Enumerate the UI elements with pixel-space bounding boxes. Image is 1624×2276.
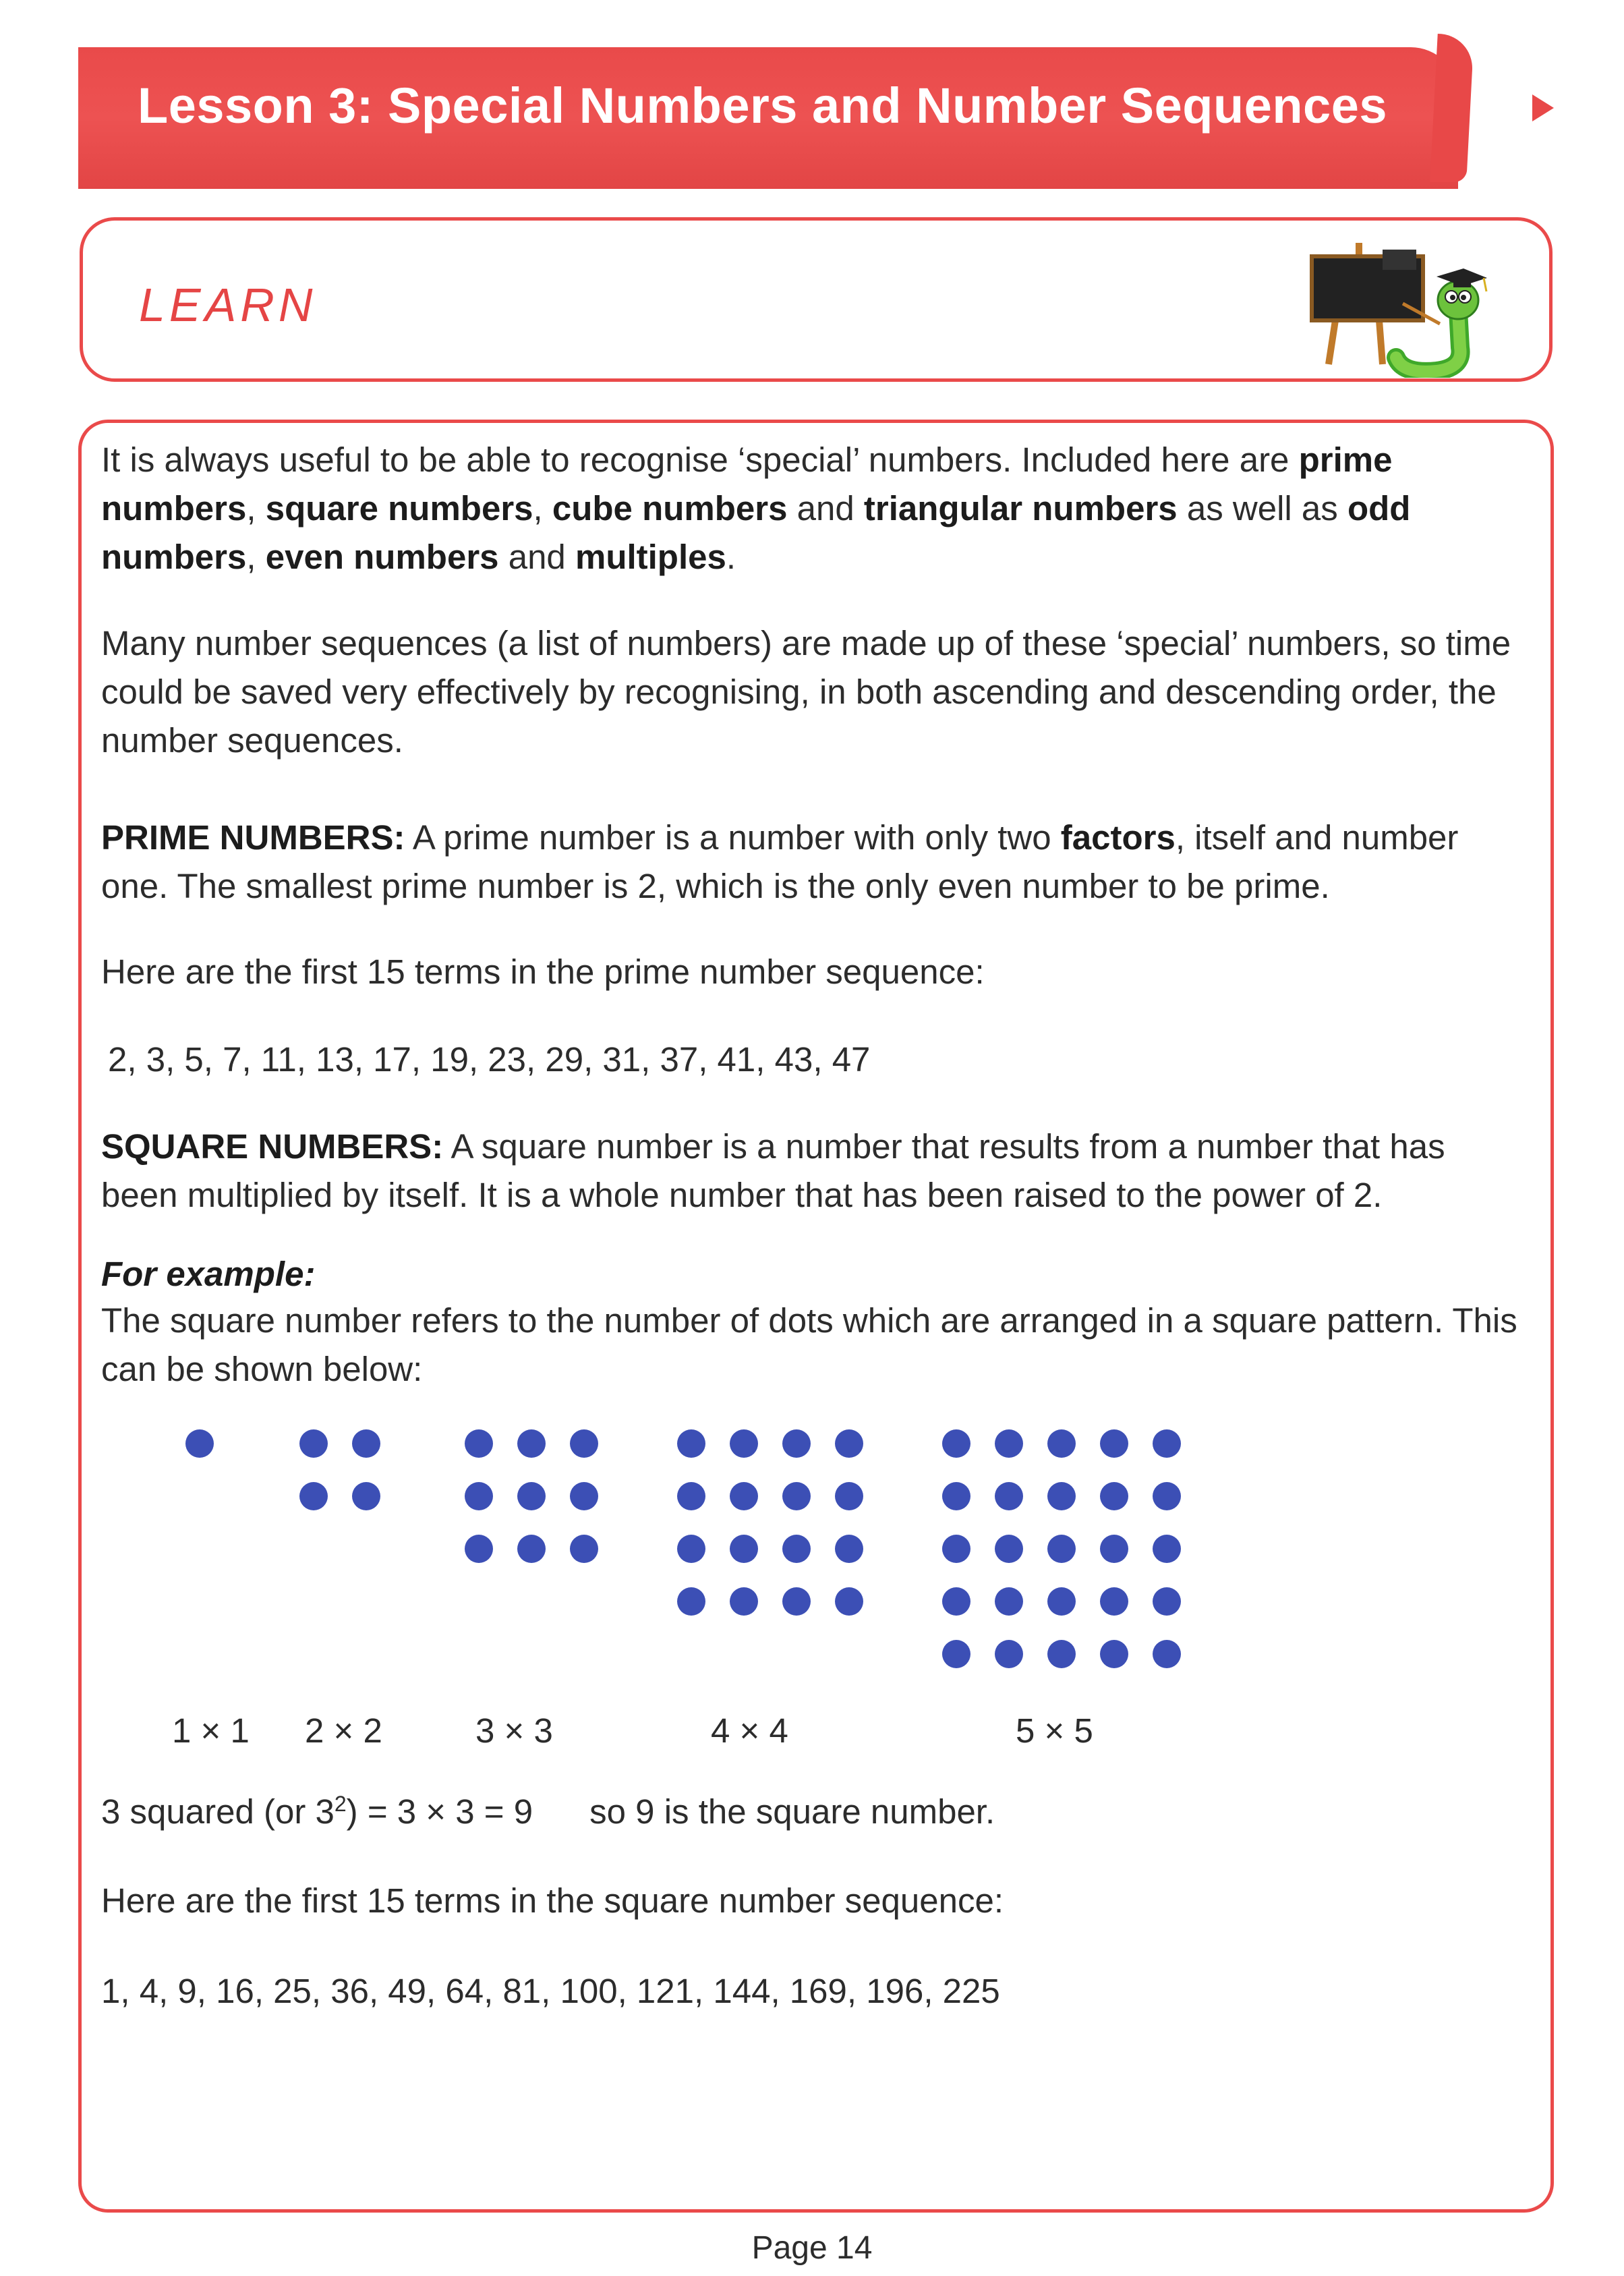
dot [1153,1482,1181,1510]
prime-heading: PRIME NUMBERS: [101,818,405,857]
example-heading: For example: [101,1255,316,1293]
dot [782,1587,811,1616]
dot [942,1640,970,1668]
dot [1100,1640,1128,1668]
dot [995,1429,1023,1458]
dot [835,1535,863,1563]
dot [299,1482,328,1510]
dot [730,1482,758,1510]
dot-grid-1 [185,1429,214,1458]
dot [995,1587,1023,1616]
intro-text: and [498,538,575,576]
dot [782,1482,811,1510]
dot [1100,1429,1128,1458]
dot [1100,1482,1128,1510]
dot [465,1535,493,1563]
square-sequence: 1, 4, 9, 16, 25, 36, 49, 64, 81, 100, 121, 144, 169, 196, 225 [101,1972,1000,2010]
intro-text: , [533,489,552,528]
lesson-title: Lesson 3: Special Numbers and Number Sequences [138,78,1388,134]
intro-text: , [246,489,266,528]
intro-text: It is always useful to be able to recognise ‘special’ numbers. Included here are [101,440,1299,479]
grid-label-1: 1 × 1 [172,1711,250,1750]
prime-desc-a: A prime number is a number with only two [405,818,1061,857]
grid-label-5: 5 × 5 [1016,1711,1093,1750]
dot [1153,1587,1181,1616]
dot [517,1535,546,1563]
dot [782,1535,811,1563]
dot [995,1482,1023,1510]
square-formula: 3 squared (or $3^2) = 3 \times 3 = 9$ so 9 is the square number. [101,1792,995,1831]
dot [942,1482,970,1510]
prime-intro: Here are the first 15 terms in the prime number sequence: [101,952,985,991]
prime-desc-b: , itself and number one. The smallest prime number is 2, which is the only even number to be prime. [101,818,1459,905]
dot [942,1429,970,1458]
intro-text: . [726,538,736,576]
dot-grid-2 [299,1429,380,1510]
dot [730,1587,758,1616]
dot-grid-4 [677,1429,863,1616]
dot [782,1429,811,1458]
dot [517,1482,546,1510]
dot [1153,1535,1181,1563]
dot [1047,1587,1076,1616]
dot [1100,1587,1128,1616]
formula-note: so 9 is the square number. [589,1792,995,1831]
example-text: The square number refers to the number of dots which are arranged in a square pattern. This can be shown below: [101,1301,1517,1388]
dot [677,1429,705,1458]
grid-label-3: 3 × 3 [475,1711,553,1750]
dot [570,1482,598,1510]
intro-keyword: even numbers [265,538,499,576]
dot [677,1535,705,1563]
dot [835,1587,863,1616]
dot [730,1535,758,1563]
square-heading: SQUARE NUMBERS: [101,1127,444,1166]
dot [570,1429,598,1458]
square-desc: A square number is a number that results from a number that has been multiplied by itself. It is a whole number that has been raised to the power of 2. [101,1127,1445,1214]
grid-label-4: 4 × 4 [711,1711,788,1750]
dot [1153,1640,1181,1668]
grid-label-2: 2 × 2 [305,1711,382,1750]
dot [730,1429,758,1458]
dot [299,1429,328,1458]
square-intro: Here are the first 15 terms in the square number sequence: [101,1881,1004,1920]
page-number: Page 14 [751,2230,873,2266]
intro-keyword: odd numbers [101,489,1411,576]
dot [517,1429,546,1458]
dot-grid-3 [465,1429,598,1563]
dot [835,1482,863,1510]
dot [677,1482,705,1510]
intro-keyword: multiples [575,538,726,576]
intro-keyword: square numbers [265,489,533,528]
intro-keyword: triangular numbers [863,489,1178,528]
intro-text: as well as [1177,489,1347,528]
dot [1047,1482,1076,1510]
dot [1047,1535,1076,1563]
intro-text: and [787,489,864,528]
dot [942,1535,970,1563]
dot [185,1429,214,1458]
dot [570,1535,598,1563]
learn-label: LEARN [139,279,317,331]
dot [465,1429,493,1458]
intro-text: , [246,538,266,576]
dot [1047,1429,1076,1458]
intro-keyword: prime numbers [101,440,1393,528]
dot [995,1640,1023,1668]
dot [352,1482,380,1510]
dot [995,1535,1023,1563]
dot-grid-5 [942,1429,1181,1668]
dot [1153,1429,1181,1458]
dot [677,1587,705,1616]
sequences-paragraph: Many number sequences (a list of numbers) are made up of these ‘special’ numbers, so time could be saved very effectively by recognising, in both ascending and descending order, the number sequences. [101,624,1511,760]
prime-desc-bold: factors [1060,818,1176,857]
dot [352,1429,380,1458]
intro-keyword: cube numbers [552,489,788,528]
prime-sequence: 2, 3, 5, 7, 11, 13, 17, 19, 23, 29, 31, 37, 41, 43, 47 [108,1040,871,1079]
dot [942,1587,970,1616]
dot [465,1482,493,1510]
dot [1100,1535,1128,1563]
dot [835,1429,863,1458]
dot [1047,1640,1076,1668]
